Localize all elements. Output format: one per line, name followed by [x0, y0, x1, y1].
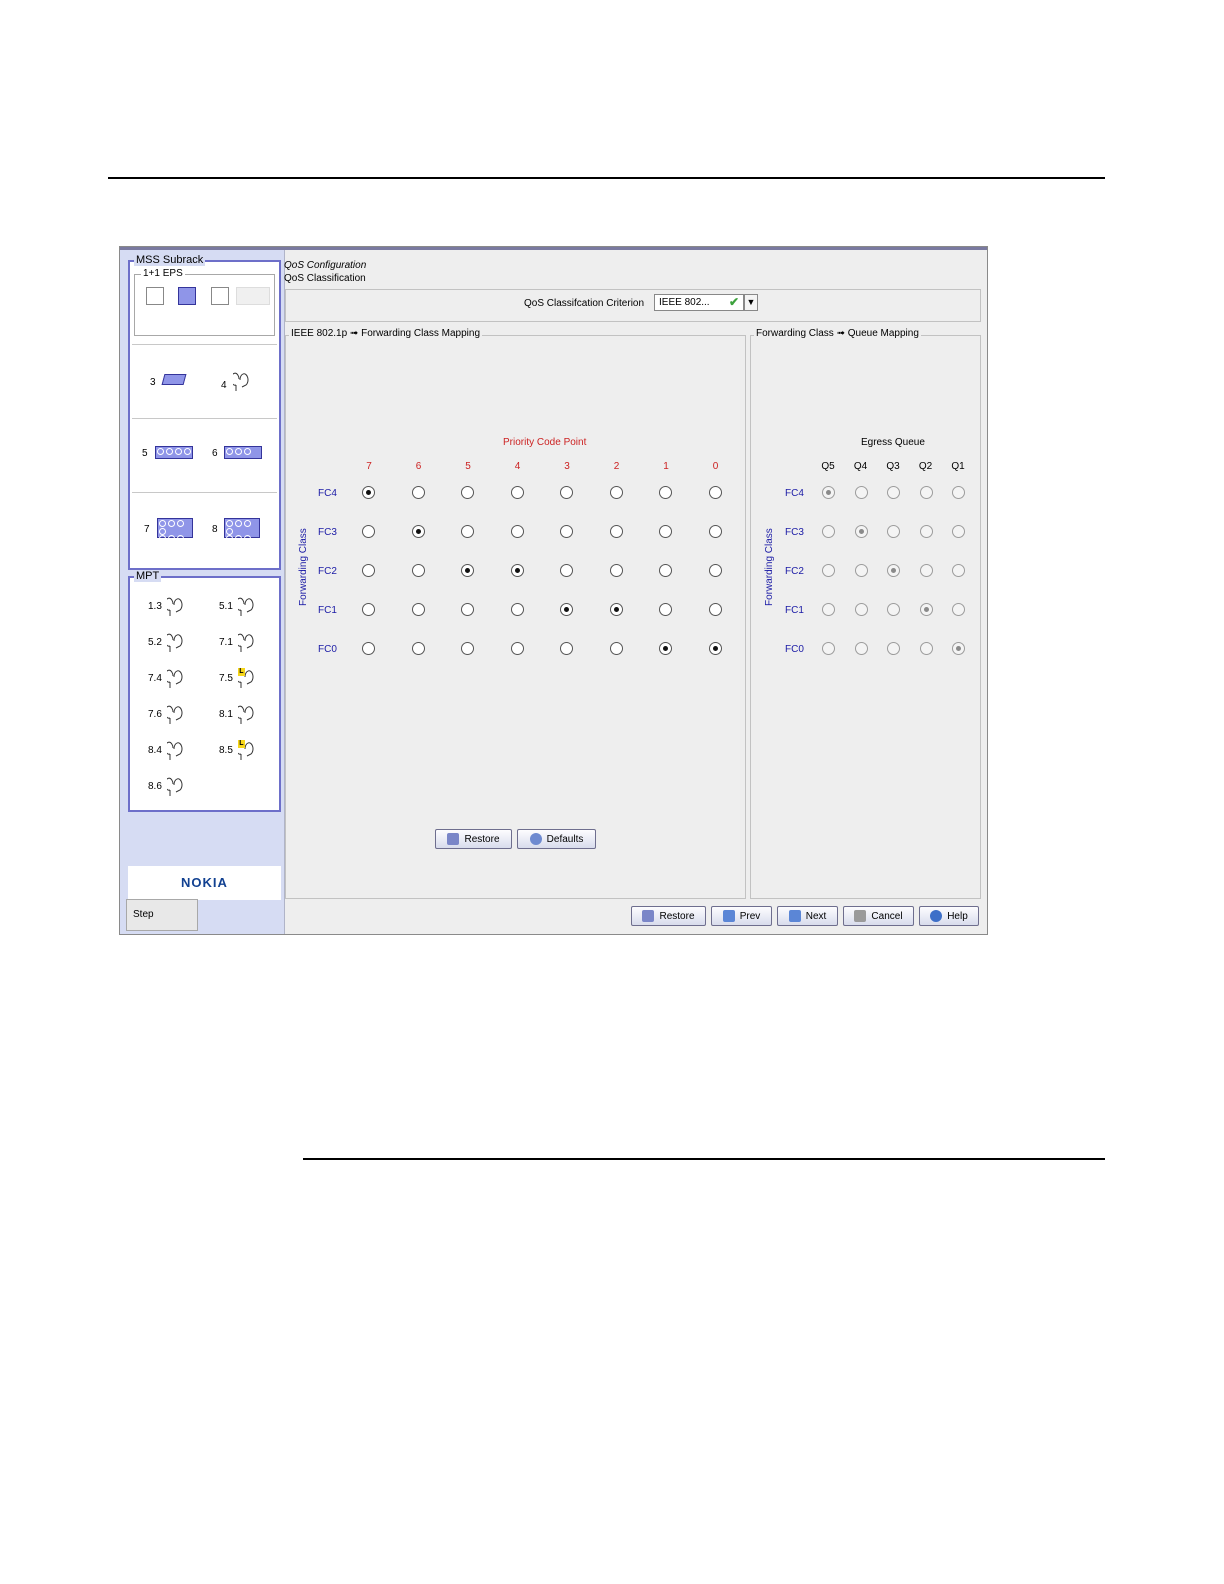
queue-row-fc1: FC1 — [785, 605, 804, 616]
radio-unit-icon — [167, 668, 183, 688]
pcp-radio-fc3-3[interactable] — [560, 525, 573, 538]
cancel-footer-button-label: Cancel — [871, 910, 903, 922]
pcp-radio-fc1-4[interactable] — [511, 603, 524, 616]
chevron-down-icon[interactable]: ▼ — [744, 294, 758, 311]
queue-radio-fc1-q5[interactable] — [822, 603, 835, 616]
pcp-radio-fc4-2[interactable] — [610, 486, 623, 499]
restore-icon — [447, 833, 459, 845]
criterion-value: IEEE 802... — [659, 297, 710, 308]
pcp-radio-fc3-7[interactable] — [362, 525, 375, 538]
queue-radio-fc3-q2[interactable] — [920, 525, 933, 538]
mpt-group — [128, 570, 281, 812]
mss-subrack-title: MSS Subrack — [136, 254, 204, 266]
queue-radio-fc1-q2[interactable] — [920, 603, 933, 616]
pcp-radio-fc0-3[interactable] — [560, 642, 573, 655]
mpt-label: 1.3 — [148, 600, 162, 612]
queue-radio-fc4-q5[interactable] — [822, 486, 835, 499]
mpt-item-5-2[interactable] — [148, 632, 183, 652]
pcp-row-fc1: FC1 — [318, 605, 337, 616]
queue-radio-fc0-q1[interactable] — [952, 642, 965, 655]
top-rule — [108, 177, 1105, 179]
slot-6-card-icon[interactable] — [224, 446, 262, 459]
queue-radio-fc4-q2[interactable] — [920, 486, 933, 499]
eps-slot-1[interactable] — [146, 287, 164, 305]
radio-unit-icon — [238, 740, 254, 760]
pcp-radio-fc2-2[interactable] — [610, 564, 623, 577]
queue-row-fc4: FC4 — [785, 488, 804, 499]
pcp-radio-fc1-1[interactable] — [659, 603, 672, 616]
breadcrumb-section: QoS Configuration — [284, 260, 367, 271]
mpt-title: MPT — [136, 570, 160, 582]
pcp-col-6: 6 — [415, 461, 422, 472]
slot-3-card-icon[interactable] — [162, 374, 187, 385]
queue-col-q3: Q3 — [886, 461, 900, 472]
queue-mapping-panel — [750, 328, 981, 899]
bottom-rule — [303, 1158, 1105, 1160]
slot-5-card-icon[interactable] — [155, 446, 193, 459]
queue-col-q5: Q5 — [821, 461, 835, 472]
slot-6-label: 6 — [212, 448, 218, 459]
queue-radio-fc0-q3[interactable] — [887, 642, 900, 655]
pcp-radio-fc4-7[interactable] — [362, 486, 375, 499]
next-footer-button[interactable] — [777, 906, 838, 926]
pcp-radio-fc3-6[interactable] — [412, 525, 425, 538]
restore-button-label: Restore — [464, 833, 500, 845]
restore-button[interactable] — [435, 829, 512, 849]
pcp-col-4: 4 — [514, 461, 521, 472]
pcp-col-5: 5 — [465, 461, 471, 472]
queue-row-fc3: FC3 — [785, 527, 804, 538]
pcp-radio-fc0-1[interactable] — [659, 642, 672, 655]
pcp-row-axis-title: Forwarding Class — [298, 528, 309, 606]
pcp-radio-fc4-5[interactable] — [461, 486, 474, 499]
queue-radio-fc4-q4[interactable] — [855, 486, 868, 499]
defaults-button-label: Defaults — [546, 833, 584, 845]
mpt-label: 8.1 — [219, 708, 233, 720]
queue-radio-fc3-q4[interactable] — [855, 525, 868, 538]
mpt-label: 5.2 — [148, 636, 162, 648]
restore-icon — [642, 910, 654, 922]
pcp-radio-fc1-3[interactable] — [560, 603, 573, 616]
pcp-radio-fc4-4[interactable] — [511, 486, 524, 499]
queue-radio-fc0-q5[interactable] — [822, 642, 835, 655]
nokia-logo: NOKIA — [128, 866, 281, 900]
pcp-radio-fc4-6[interactable] — [412, 486, 425, 499]
radio-unit-icon — [238, 596, 254, 616]
queue-radio-fc2-q1[interactable] — [952, 564, 965, 577]
pcp-radio-fc2-5[interactable] — [461, 564, 474, 577]
restore-footer-button[interactable] — [631, 906, 706, 926]
pcp-radio-fc3-5[interactable] — [461, 525, 474, 538]
slot-5-label: 5 — [142, 448, 148, 459]
queue-col-q1: Q1 — [951, 461, 965, 472]
eps-slot-2[interactable] — [178, 287, 196, 305]
radio-unit-icon — [167, 776, 183, 796]
eps-slot-4[interactable] — [236, 287, 270, 305]
mpt-item-8-6[interactable] — [148, 776, 183, 796]
radio-unit-icon — [167, 704, 183, 724]
pcp-row-fc3: FC3 — [318, 527, 337, 538]
prev-footer-button[interactable] — [711, 906, 772, 926]
help-footer-button[interactable] — [919, 906, 979, 926]
divider — [132, 344, 277, 345]
slot-4-label: 4 — [221, 380, 227, 391]
mpt-label: 8.6 — [148, 780, 162, 792]
queue-row-fc2: FC2 — [785, 566, 804, 577]
pcp-col-0: 0 — [712, 461, 719, 472]
pcp-radio-fc4-1[interactable] — [659, 486, 672, 499]
mpt-label: 7.4 — [148, 672, 162, 684]
mpt-label: 8.5 — [219, 744, 233, 756]
equipment-sidebar — [120, 250, 285, 934]
mpt-label: 7.1 — [219, 636, 233, 648]
queue-radio-fc0-q4[interactable] — [855, 642, 868, 655]
radio-unit-icon — [167, 596, 183, 616]
help-footer-button-label: Help — [947, 910, 968, 922]
mss-subrack-group — [128, 254, 281, 570]
pcp-radio-fc4-0[interactable] — [709, 486, 722, 499]
pcp-axis-title: Priority Code Point — [503, 437, 587, 448]
prev-footer-button-label: Prev — [739, 910, 761, 922]
next-footer-button-label: Next — [805, 910, 827, 922]
mpt-item-1-3[interactable] — [148, 596, 183, 616]
restore-footer-button-label: Restore — [659, 910, 695, 922]
wizard-window — [119, 246, 988, 935]
arrow-right-icon — [789, 910, 801, 922]
cancel-footer-button[interactable] — [843, 906, 914, 926]
mpt-item-8-1[interactable] — [219, 704, 254, 724]
step-label: Step — [133, 909, 154, 920]
queue-radio-fc2-q2[interactable] — [920, 564, 933, 577]
queue-row-axis-title: Forwarding Class — [764, 528, 775, 606]
queue-axis-title: Egress Queue — [861, 437, 925, 448]
radio-unit-icon — [238, 668, 254, 688]
pcp-radio-fc0-4[interactable] — [511, 642, 524, 655]
pcp-radio-fc3-4[interactable] — [511, 525, 524, 538]
slot-8-card-icon[interactable] — [224, 518, 260, 538]
pcp-radio-fc1-0[interactable] — [709, 603, 722, 616]
eps-title: 1+1 EPS — [143, 268, 183, 279]
license-badge-icon: L — [239, 668, 244, 675]
pcp-col-2: 2 — [613, 461, 620, 472]
mpt-item-7-4[interactable] — [148, 668, 183, 688]
queue-radio-fc1-q3[interactable] — [887, 603, 900, 616]
check-icon: ✔ — [728, 295, 739, 309]
slot-3-label: 3 — [150, 377, 156, 388]
mpt-item-7-1[interactable] — [219, 632, 254, 652]
queue-panel-title: Forwarding Class ➟ Queue Mapping — [756, 328, 919, 339]
criterion-select[interactable] — [654, 294, 744, 311]
mpt-item-8-4[interactable] — [148, 740, 183, 760]
divider — [132, 492, 277, 493]
pcp-radio-fc2-4[interactable] — [511, 564, 524, 577]
queue-radio-fc2-q5[interactable] — [822, 564, 835, 577]
queue-radio-fc4-q3[interactable] — [887, 486, 900, 499]
pcp-radio-fc2-6[interactable] — [412, 564, 425, 577]
queue-radio-fc0-q2[interactable] — [920, 642, 933, 655]
pcp-row-fc4: FC4 — [318, 488, 337, 499]
queue-radio-fc2-q3[interactable] — [887, 564, 900, 577]
queue-radio-fc4-q1[interactable] — [952, 486, 965, 499]
pcp-radio-fc1-5[interactable] — [461, 603, 474, 616]
license-badge-icon: L — [239, 740, 244, 747]
refresh-icon — [530, 833, 542, 845]
queue-row-fc0: FC0 — [785, 644, 804, 655]
pcp-row-fc2: FC2 — [318, 566, 337, 577]
mpt-item-5-1[interactable] — [219, 596, 254, 616]
queue-radio-fc1-q1[interactable] — [952, 603, 965, 616]
radio-unit-icon — [167, 632, 183, 652]
criterion-label: QoS Classifcation Criterion — [524, 298, 645, 309]
radio-unit-icon — [238, 704, 254, 724]
mpt-label: 8.4 — [148, 744, 162, 756]
slot-8-label: 8 — [212, 524, 218, 535]
pcp-radio-fc0-5[interactable] — [461, 642, 474, 655]
pcp-radio-fc0-2[interactable] — [610, 642, 623, 655]
queue-radio-fc2-q4[interactable] — [855, 564, 868, 577]
pcp-mapping-panel — [285, 328, 746, 899]
pcp-radio-fc1-2[interactable] — [610, 603, 623, 616]
page-title: QoS Classification — [284, 273, 366, 284]
pcp-radio-fc0-0[interactable] — [709, 642, 722, 655]
queue-radio-fc3-q3[interactable] — [887, 525, 900, 538]
mpt-label: 5.1 — [219, 600, 233, 612]
pcp-radio-fc3-0[interactable] — [709, 525, 722, 538]
divider — [132, 418, 277, 419]
pcp-radio-fc2-0[interactable] — [709, 564, 722, 577]
queue-col-q4: Q4 — [853, 461, 868, 472]
slot-4-radio-icon[interactable] — [233, 371, 249, 391]
mpt-label: 7.6 — [148, 708, 162, 720]
queue-col-q2: Q2 — [918, 461, 933, 472]
criterion-box — [285, 289, 981, 322]
pcp-col-3: 3 — [564, 461, 570, 472]
queue-radio-fc3-q1[interactable] — [952, 525, 965, 538]
pcp-row-fc0: FC0 — [318, 644, 337, 655]
radio-unit-icon — [238, 632, 254, 652]
arrow-left-icon — [723, 910, 735, 922]
pcp-radio-fc1-6[interactable] — [412, 603, 425, 616]
pcp-radio-fc2-1[interactable] — [659, 564, 672, 577]
mpt-item-7-6[interactable] — [148, 704, 183, 724]
mpt-item-7-5[interactable] — [219, 668, 254, 688]
queue-radio-fc3-q5[interactable] — [822, 525, 835, 538]
radio-unit-icon — [167, 740, 183, 760]
eps-group — [134, 268, 275, 336]
pcp-radio-fc3-1[interactable] — [659, 525, 672, 538]
pcp-radio-fc4-3[interactable] — [560, 486, 573, 499]
trash-icon — [854, 910, 866, 922]
slot-7-label: 7 — [144, 524, 150, 535]
slot-7-card-icon[interactable] — [157, 518, 193, 538]
defaults-button[interactable] — [517, 829, 596, 849]
pcp-radio-fc2-3[interactable] — [560, 564, 573, 577]
pcp-radio-fc2-7[interactable] — [362, 564, 375, 577]
step-indicator — [126, 899, 198, 931]
pcp-panel-title: IEEE 802.1p ➟ Forwarding Class Mapping — [291, 328, 481, 339]
mpt-item-8-5[interactable] — [219, 740, 254, 760]
mpt-label: 7.5 — [219, 672, 233, 684]
help-icon — [930, 910, 942, 922]
pcp-radio-fc1-7[interactable] — [362, 603, 375, 616]
queue-radio-fc1-q4[interactable] — [855, 603, 868, 616]
pcp-radio-fc3-2[interactable] — [610, 525, 623, 538]
pcp-radio-fc0-7[interactable] — [362, 642, 375, 655]
pcp-col-1: 1 — [663, 461, 669, 472]
pcp-col-7: 7 — [366, 461, 372, 472]
pcp-radio-fc0-6[interactable] — [412, 642, 425, 655]
eps-slot-3[interactable] — [211, 287, 229, 305]
